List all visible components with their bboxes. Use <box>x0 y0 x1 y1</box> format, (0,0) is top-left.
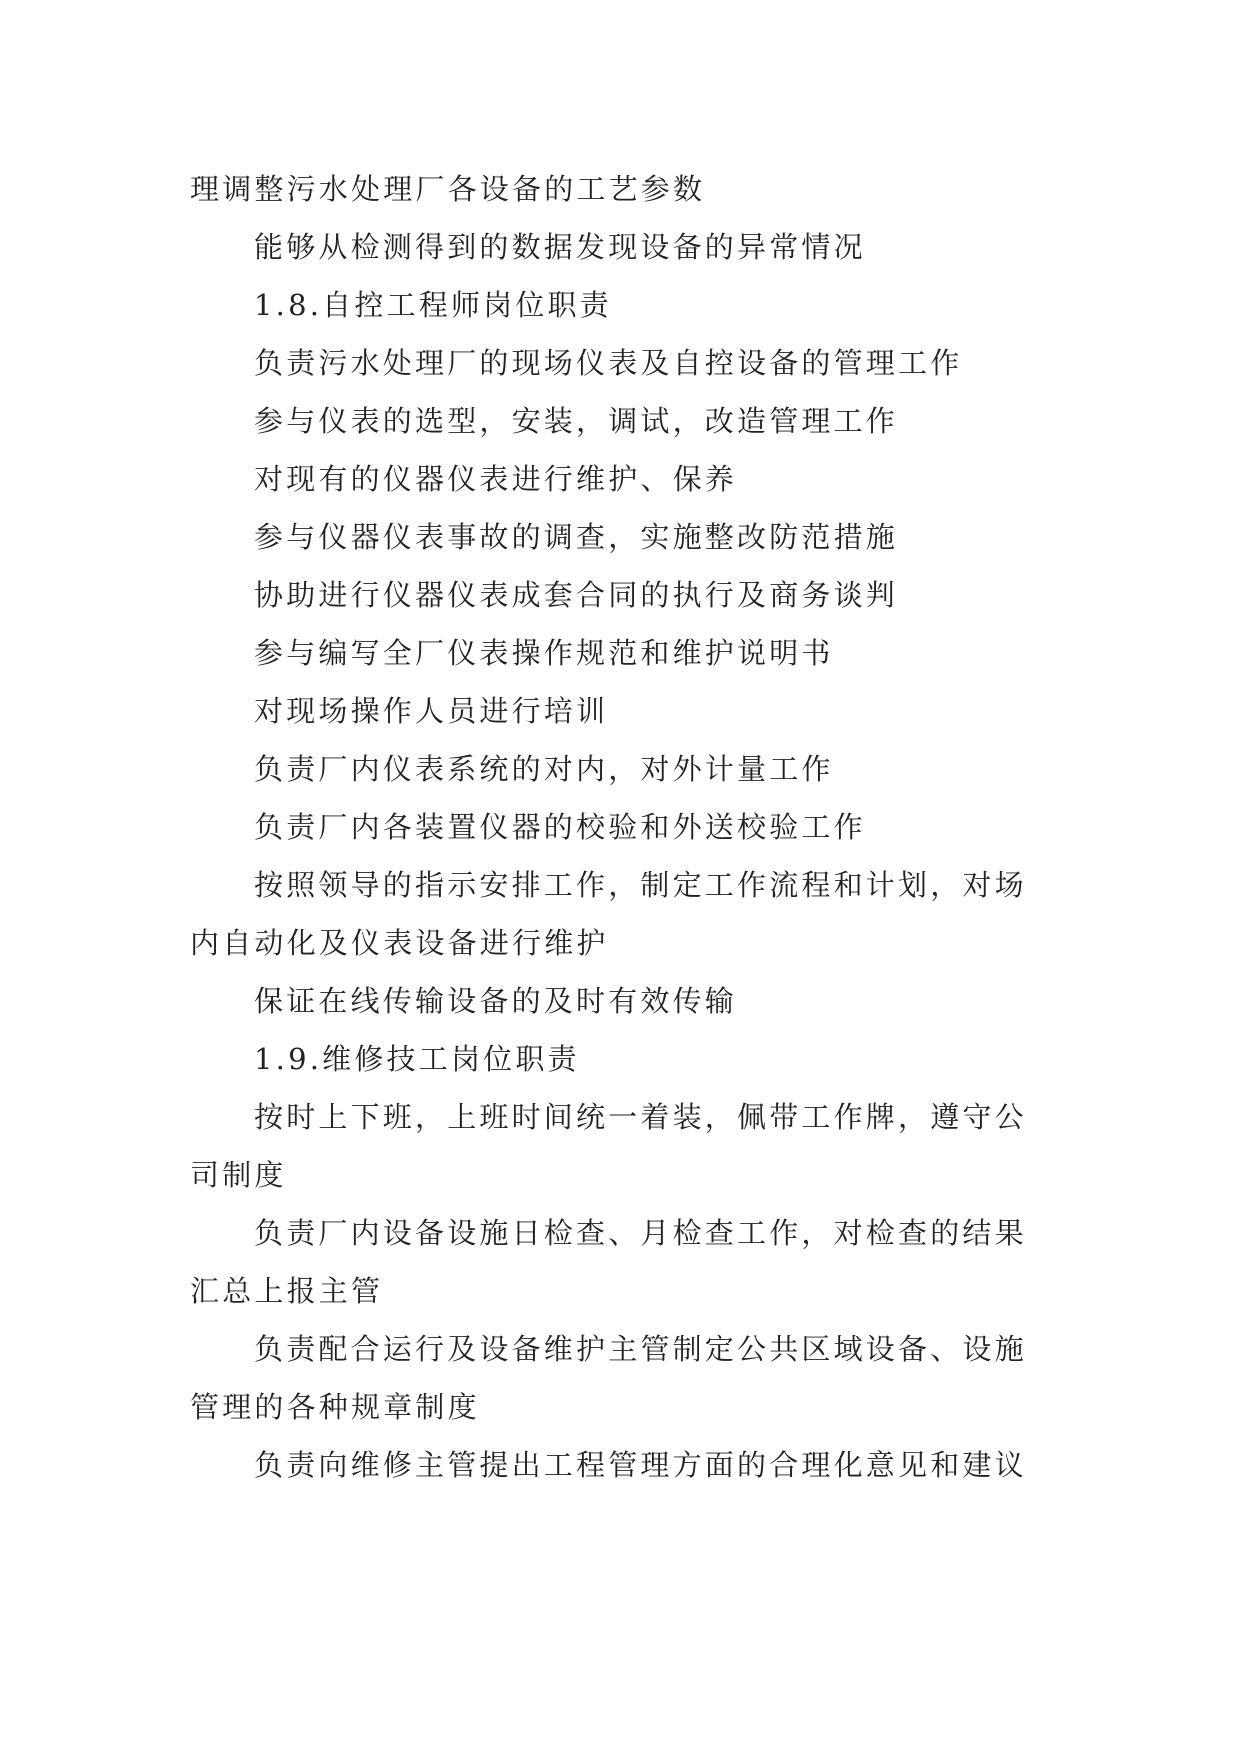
document-body <box>190 160 1050 1494</box>
paragraph: 协助进行仪器仪表成套合同的执行及商务谈判 <box>254 578 899 612</box>
paragraph: 负责污水处理厂的现场仪表及自控设备的管理工作 <box>254 346 963 380</box>
paragraph: 负责厂内仪表系统的对内，对外计量工作 <box>254 752 834 786</box>
paragraph: 按照领导的指示安排工作，制定工作流程和计划，对场内自动化及仪表设备进行维护 <box>190 868 1027 960</box>
paragraph: 对现有的仪器仪表进行维护、保养 <box>254 462 738 496</box>
paragraph: 参与仪器仪表事故的调查，实施整改防范措施 <box>254 520 899 554</box>
section-heading: 1.9.维修技工岗位职责 <box>254 1042 580 1076</box>
paragraph: 对现场操作人员进行培训 <box>254 694 609 728</box>
paragraph: 负责厂内设备设施日检查、月检查工作，对检查的结果汇总上报主管 <box>190 1216 1027 1308</box>
section-heading: 1.8.自控工程师岗位职责 <box>254 288 612 322</box>
paragraph: 保证在线传输设备的及时有效传输 <box>254 984 738 1018</box>
paragraph: 理调整污水处理厂各设备的工艺参数 <box>190 172 706 206</box>
paragraph: 负责配合运行及设备维护主管制定公共区域设备、设施管理的各种规章制度 <box>190 1332 1027 1424</box>
paragraph: 参与编写全厂仪表操作规范和维护说明书 <box>254 636 834 670</box>
paragraph: 能够从检测得到的数据发现设备的异常情况 <box>254 230 866 264</box>
paragraph: 负责厂内各装置仪器的校验和外送校验工作 <box>254 810 866 844</box>
paragraph: 参与仪表的选型，安装，调试，改造管理工作 <box>254 404 899 438</box>
paragraph: 按时上下班，上班时间统一着装，佩带工作牌，遵守公司制度 <box>190 1100 1027 1192</box>
paragraph: 负责向维修主管提出工程管理方面的合理化意见和建议 <box>254 1448 1027 1482</box>
